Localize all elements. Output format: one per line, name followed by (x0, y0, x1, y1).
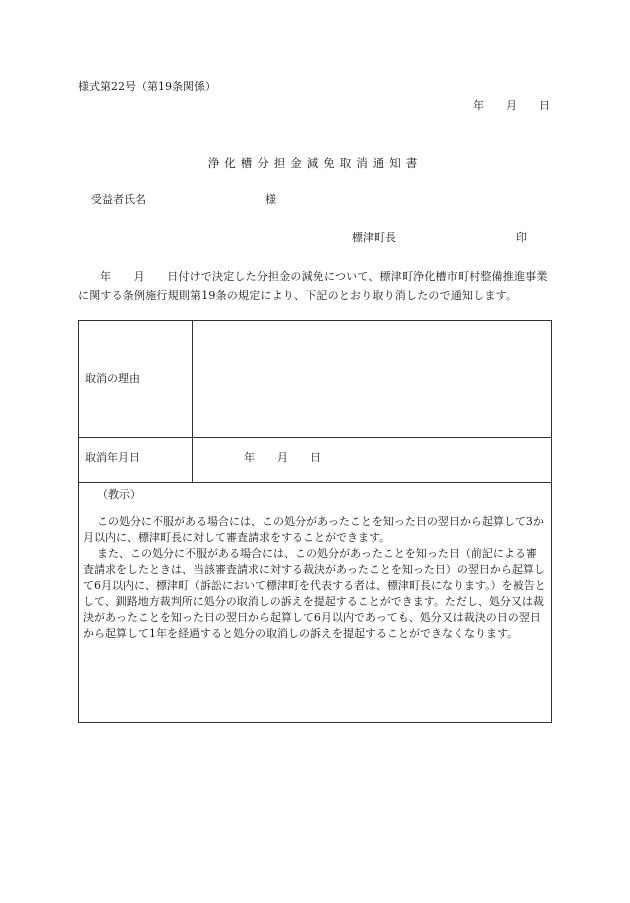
form-number: 様式第22号（第19条関係） (78, 80, 216, 93)
notice-paragraph: この処分に不服がある場合には、この処分があったことを知った日の翌日から起算して3か月以内に、標津町長に対して審査請求をすることができます。 (83, 515, 544, 544)
body-text: 年 月 日付けで決定した分担金の減免について、標津町浄化槽市町村整備推進事業に関する条例施行規則第19条の規定により、下記のとおり取り消したので通知します。 (78, 270, 548, 302)
document-title: 浄化槽分担金減免取消通知書 (207, 156, 423, 170)
recipient-label: 受益者氏名 (91, 193, 146, 206)
column-divider (192, 321, 193, 482)
seal-mark: 印 (516, 231, 527, 244)
cancel-date-row (79, 437, 551, 483)
cancel-date-value: 年 月 日 (244, 451, 321, 464)
sender-name: 標津町長 (352, 231, 396, 244)
details-table (78, 320, 552, 723)
reason-label: 取消の理由 (85, 372, 140, 385)
issue-date: 年 月 日 (473, 99, 550, 112)
notice-heading: （教示） (97, 488, 141, 501)
reason-row (79, 321, 551, 438)
recipient-honorific: 様 (265, 193, 276, 206)
notice-text (83, 514, 547, 642)
notice-paragraph: また、この処分に不服がある場合には、この処分があったことを知った日（前記による審査請求をしたときは、当該審査請求に対する裁決があったことを知った日）の翌日から起算して6月以内に、標津町（訴訟において標津町を代表する者は、標津町長になります。）を被告として、釧路地方裁判所に処分の取消しの訴えを提起することができます。ただし、処分又は裁決があったことを知った日の翌日から起算して6月以内であっても、処分又は裁決の日の翌日から起算して1年を経過すると処分の取消しの訴えを提起することができなくなります。 (83, 547, 546, 640)
cancel-date-label: 取消年月日 (85, 451, 140, 464)
